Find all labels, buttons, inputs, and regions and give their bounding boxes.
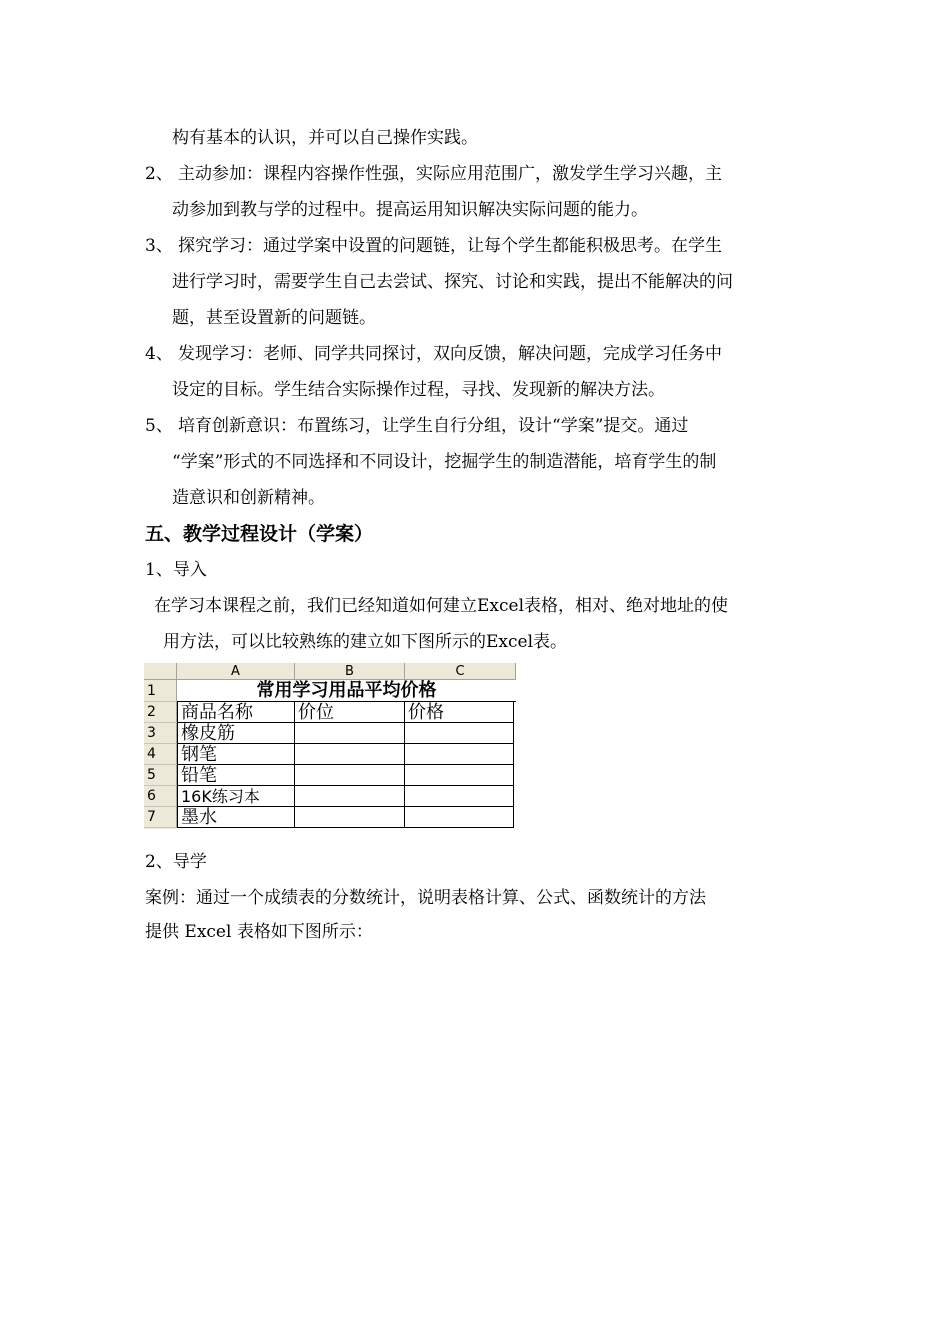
intro-line-1: 在学习本课程之前，我们已经知道如何建立Excel表格，相对、绝对地址的使 <box>154 596 729 616</box>
list-item-2-line-2: 动参加到教与学的过程中。提高运用知识解决实际问题的能力。 <box>172 200 648 220</box>
row-number: 3 <box>144 723 177 744</box>
header-cell-name: 商品名称 <box>177 702 295 723</box>
header-cell-price: 价格 <box>405 702 514 723</box>
list-item-3-line-1 <box>145 234 722 258</box>
empty-cell <box>405 723 514 744</box>
list-item-2-line-1 <box>145 162 722 186</box>
list-item-5-line-1 <box>145 414 688 438</box>
case-description: 案例：通过一个成绩表的分数统计，说明表格计算、公式、函数统计的方法 <box>145 888 706 908</box>
subsection-import: 1、导入 <box>145 560 207 580</box>
section-heading: 五、教学过程设计（学案） <box>145 523 374 545</box>
table-title: 常用学习用品平均价格 <box>177 680 516 702</box>
subsection-guide: 2、导学 <box>145 852 207 872</box>
list-number: 4、 <box>145 344 173 364</box>
item-cell: 铅笔 <box>177 765 295 786</box>
row-number: 5 <box>144 765 177 786</box>
list-item-4-line-2: 设定的目标。学生结合实际操作过程，寻找、发现新的解决方法。 <box>172 380 665 400</box>
excel-table-image <box>144 663 516 829</box>
provide-table-text: 提供 Excel 表格如下图所示： <box>145 922 373 942</box>
list-item-5-line-3: 造意识和创新精神。 <box>172 488 325 508</box>
paragraph-continuation: 构有基本的认识，并可以自己操作实践。 <box>172 128 478 148</box>
empty-cell <box>295 744 405 765</box>
list-item-4-line-1 <box>145 342 722 366</box>
list-text: 探究学习：通过学案中设置的问题链，让每个学生都能积极思考。在学生 <box>178 236 722 256</box>
empty-cell <box>405 807 514 828</box>
empty-cell <box>405 765 514 786</box>
row-number: 7 <box>144 807 177 828</box>
list-text: 发现学习：老师、同学共同探讨，双向反馈，解决问题，完成学习任务中 <box>178 344 722 364</box>
row-number: 6 <box>144 786 177 807</box>
list-number: 5、 <box>145 416 173 436</box>
column-header-a: A <box>177 663 295 680</box>
column-header-c: C <box>405 663 516 680</box>
header-cell-level: 价位 <box>295 702 405 723</box>
list-number: 3、 <box>145 236 173 256</box>
empty-cell <box>405 786 514 807</box>
corner-header <box>144 663 177 680</box>
intro-line-2: 用方法，可以比较熟练的建立如下图所示的Excel表。 <box>163 632 568 652</box>
item-cell: 橡皮筋 <box>177 723 295 744</box>
empty-cell <box>405 744 514 765</box>
empty-cell <box>295 786 405 807</box>
list-item-3-line-2: 进行学习时，需要学生自己去尝试、探究、讨论和实践，提出不能解决的问 <box>172 272 733 292</box>
item-cell: 钢笔 <box>177 744 295 765</box>
empty-cell <box>295 723 405 744</box>
row-number: 4 <box>144 744 177 765</box>
list-item-3-line-3: 题，甚至设置新的问题链。 <box>172 308 376 328</box>
item-cell: 16K练习本 <box>177 786 295 807</box>
list-text: 主动参加：课程内容操作性强，实际应用范围广，激发学生学习兴趣，主 <box>178 164 722 184</box>
item-cell: 墨水 <box>177 807 295 828</box>
row-number: 2 <box>144 702 177 723</box>
empty-cell <box>295 807 405 828</box>
list-item-5-line-2: “学案”形式的不同选择和不同设计，挖掘学生的制造潜能，培育学生的制 <box>172 452 717 472</box>
row-number: 1 <box>144 680 177 702</box>
column-header-b: B <box>295 663 405 680</box>
list-text: 培育创新意识：布置练习，让学生自行分组，设计“学案”提交。通过 <box>178 416 689 436</box>
empty-cell <box>295 765 405 786</box>
list-number: 2、 <box>145 164 173 184</box>
